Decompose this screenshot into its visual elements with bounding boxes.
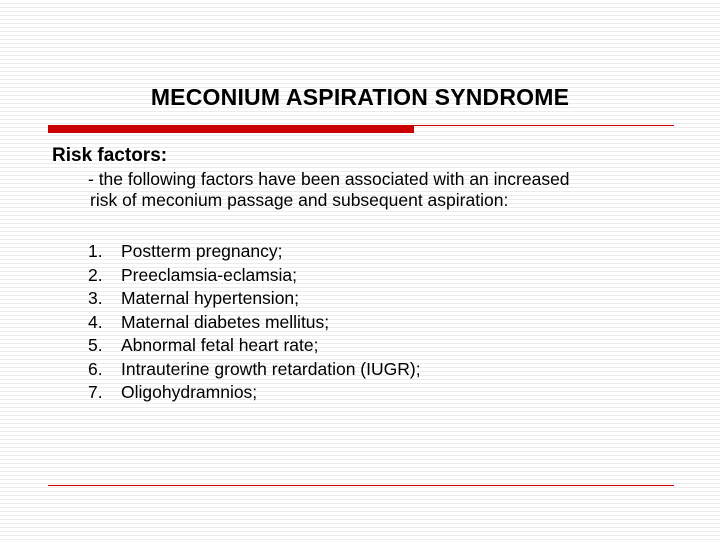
- title-underline-thin: [414, 125, 674, 126]
- list-item-number: 5.: [88, 335, 103, 355]
- list-item: [88, 381, 421, 405]
- footer-divider: [48, 485, 674, 486]
- list-item: [88, 264, 421, 288]
- list-item-text: Abnormal fetal heart rate;: [121, 335, 319, 355]
- list-item-number: 4.: [88, 311, 103, 332]
- title-underline-thick: [48, 125, 414, 133]
- list-item: [88, 334, 421, 358]
- list-item-text: Intrauterine growth retardation (IUGR);: [121, 358, 421, 379]
- list-item-text: Maternal diabetes mellitus;: [121, 311, 330, 332]
- list-item-number: 3.: [88, 288, 103, 308]
- risk-factor-list: [88, 240, 421, 405]
- section-heading: Risk factors:: [52, 145, 168, 166]
- list-item: [88, 287, 421, 311]
- intro-line-2: risk of meconium passage and subsequent aspiration:: [90, 190, 509, 210]
- list-item-number: 7.: [88, 382, 103, 402]
- list-item-text: Preeclamsia-eclamsia;: [121, 264, 298, 285]
- slide-title: MECONIUM ASPIRATION SYNDROME: [150, 84, 570, 110]
- list-item-number: 2.: [88, 264, 103, 285]
- list-item: [88, 240, 421, 264]
- list-item-text: Maternal hypertension;: [121, 288, 300, 308]
- list-item-number: 6.: [88, 358, 103, 379]
- intro-text: [88, 169, 570, 211]
- list-item-text: Postterm pregnancy;: [121, 241, 283, 261]
- list-item-text: Oligohydramnios;: [121, 382, 258, 402]
- list-item-number: 1.: [88, 241, 103, 261]
- list-item: [88, 311, 421, 335]
- intro-line-1: - the following factors have been associated with an increased: [88, 169, 570, 189]
- list-item: [88, 358, 421, 382]
